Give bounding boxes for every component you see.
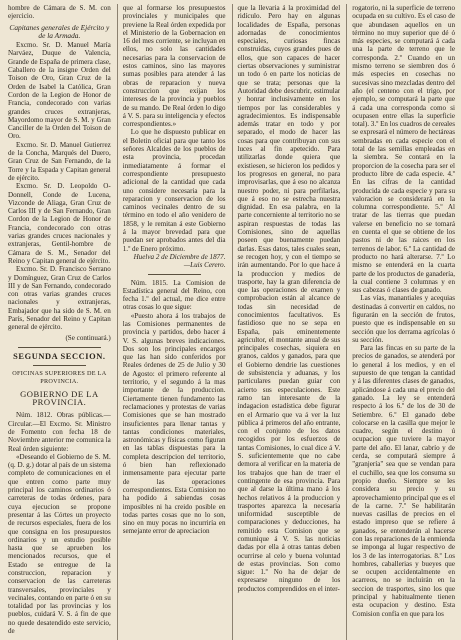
divider bbox=[148, 274, 201, 275]
paragraph: Lo que he dispuesto publicar en el Boletin oficial para que tanto los señores Alcaldes de los pueblos de esta provincia, procedan inmediatamente á formar el correspondiente presupuesto adicional de la cantidad que cada uno considere necesaria para la reparacion y conservacion de los caminos vecinales dentro de su término en todo el año venidero de 1858, y le remitan á este Gobierno á la mayor brevedad para que puedan ser aprobados antes del dia 1.º de Enero próximo. bbox=[122, 128, 226, 253]
paragraph: Excmo. Sr. D. Manuel María Narváez, Duque de Valencia, Grande de España de primera clase, Caballero de la insigne Orden del Toison de Oro, Gran Cruz de la Orden de Isabel la Católica, Gran Cordon de la Legion de Honor de Francia, condecorado con varias grandes cruces extranjeras, Mayordomo mayor de S. M. y Gran Canciller de la Orden del Toison de Oro. bbox=[8, 41, 111, 141]
paragraph: Para las fincas en su parte de la precios de ganados, se atenderá por lo general á los medios, y en el supuesto de que tengan la cantidad y á las diferentes clases de ganados, aplicándose á cada una el precio del ganado. La ley se entenderá respecto á los 6.º de los de 30 de Setiembre. 6.º El ganado debe colocarse en la casilla que mejor le cuadre, según el destino ú ocupacion que tuviere la mayor parte del año. El lanar, cabrío y de cerda, se computará siempre á "granjería" sea que se vendan para el cuchillo, sea que los consuma su propio dueño. Siempre se les considera su precio y su aprovechamiento principal que es el de la carne. 7.º Se habilitarán nuevas casillas de precios en el estado impreso que se refiere á ganados, se entenderán al hacerse con las reparaciones de la enmienda se imponga al lugar respectivo de los 3 de las interrogatorias. 8.º Los hombres, caballerias y bueyes que se ocupen accidentalmente en acarreos, no se incluirán en la seccion de trasportes, sino los que principal y habitualmente tienen esta ocupacion y destino. Esta Comision confía en que para los bbox=[352, 344, 455, 618]
paragraph: que la llevaria á la proximidad del ridículo. Pero hay en algunas localidades de España, personas adornadas de conocimientos especiales, curiosas fincas construidas, cuyos grandes pues de ellos, que son capaces de hacer ciertas observaciones y suministrar un todo ó en parte los noticias de que se trata; personas que la Autoridad debe descubrir, estimular y honrar inclusivamente en los tiempos por las considerables y agradecimientos. Es indispensable además tratar en todo y por separado, el modo de hacer las cosas para que contribuyan con sus luces al fin apetecido. Para utilizarlas donde quiera que existiesen, se hicieron los pedidos y los progresos en general, no para improvisarlas, que á eso no alcanza nuestro poder, ni para perfilarlas, que á eso no se estrecha nuestra dignidad. En esa palabra, en la parte concerniente al territorio no se aspiran respuestas de todas las Comisiones, sino de aquellas poseen que buenamente puedan darlas. Esas datos, tales cuales sean, se recogen hoy, y con el tiempo se irán aumentando. Por lo que hace á la produccion y medios de trasporte, hay la gran diferencia de que las operaciones de examen y comprobacion están al alcance de todas sin necesidad de conocimientos facultativos. Es fastidioso que no se sepa en España, país eminentemente agricultor, el montante anual de sus principales cosechas, siquiera en granos, caldos y ganados, para que el Gobierno dendrie las cuestiones de subsistencia y aduanas, y los particulares puedan guiar con acierto sus especulaciones. Este ramo tan interesante de la indagacion estadística debe figurar en el Armario que va á ver la luz pública á primeros del año entrante, con el conjunto de los datos recogidos por los esfuerzos de tantas Comisiones, lo cual dice á V. S. suficientemente que no cabe demora al verificar en la materia de los trabajos que han de traer el contingente de esa provincia. Para que al darse la última mano á los hechos relativos á la produccion y trasportes aparezca la necesaria uniformidad susceptible de comparaciones y deducciones, ha remitido esta Comision que se comunique á V. S. las noticias dadas por ella á otras tantas deben ocurrirse al celo y buena voluntad de estas provincias. Son como sigue: 1.º No ha de dejar de expresarse ninguno de los productos comprendidos en el inter- bbox=[237, 4, 341, 593]
government-title: GOBIERNO DE LA PROVINCIA. bbox=[20, 388, 99, 408]
top-text: hombre de Cámara de S. M. con ejercicio. bbox=[8, 4, 111, 21]
signature-line: Huelva 2 de Diciembre de 1877.—Luis Cerero. bbox=[133, 252, 226, 270]
continuation-note: (Se continuará.) bbox=[65, 333, 111, 342]
section-title: SEGUNDA SECCION. bbox=[13, 351, 106, 361]
divider bbox=[33, 365, 86, 366]
column-4 bbox=[346, 4, 455, 640]
heading-capitanes: Capitanes generales de Ejército y de la Armada. bbox=[9, 22, 110, 40]
column-3 bbox=[232, 4, 341, 640]
divider bbox=[18, 347, 101, 348]
column-2 bbox=[117, 4, 226, 640]
paragraph: Núm. 1815. La Comision de Estadística general del Reino, con fecha 1.º del actual, me dice entre otras cosas lo que sigue: bbox=[122, 278, 226, 312]
paragraph: Excmo. Sr. D. Francisco Serrano y Domínguez, Gran Cruz de Carlos III y de San Fernando, condecorado con otras varias grandes cruces nacionales y extranjeras, Embajador que ha sido de S. M. en París, Senador del Reino y Capitan general de ejército. bbox=[8, 265, 111, 332]
paragraph: Núm. 1812. Obras públicas.—Circular.—El Excmo. Sr. Ministro de Fomento con fecha 18 de Noviembre anterior me comunica la Real órden siguiente: bbox=[8, 411, 111, 453]
paragraph: «Puesto ahora á los trabajos de las Comisiones permanentes de provincia y partidos, debo hacer á V. S. algunas breves indicaciones. Dos son los principales encargos que las han sido conferidos por Reales órdenes de 25 de Julio y 30 de Agosto: el primero referente al territorio, y el segundo á la mas importante de la produccion. Ciertamente tienen fundamento las reclamaciones y protestas de varias Comisiones que se han mostrado insuficientes para llenar tantas y tantas condiciones materiales, astronómicas y físicas como figuran en las tablas dispuestas para la completa descripcion del territorio, ó bien han reflexionado inmensamente para ejecutar parte de las operaciones correspondientes. Esta Comision no ha podido á sabiendas cosas imposibles ni ha creido posible en todas partes cosas que no lo son, sino en muy pocas no incurriría en semejante error de apreciacion bbox=[122, 311, 226, 536]
paragraph: «Deseando el Gobierno de S. M. (q. D. g.) dotar al país de un sistema completo de comunicaciones en el que entren como parte muy principal los caminos ordinarios ó carreteras de todas órdenes, para cuya ejecucion se propone presentar á las Córtes un proyecto de recursos especiales, fuera de los que consigna en los presupuestos ordinarios y un estudio posible hasta que se aprueben los mencionados recursos, que el Estado se entregue de la construccion, reparacion y conservacion de las carreteras transversales, provinciales y vecinales, contando en parte ó en su totalidad por las provincias y los pueblos, cuidará V. S. á fin de que no quede desatendido este servicio, de bbox=[8, 452, 111, 636]
column-1 bbox=[8, 4, 111, 640]
paragraph: rogatorio, ni la superficie de terreno ocupada en su cultivo. Es el caso de que abundasen aquellos en un término no muy superior que dé ó más especies, se computará á cada una la parte de terreno que le corresponda. 2.º Cuando en un mismo terreno se siembren dos ó más especies en cosechas no sucesivas sino mezcladas dentro del año (el centeno con el trigo, por ejemplo, se computará la parte que á cada una corresponda como si ocupasen entre ellas la superficie total). 3.º En los cuadros de cereales se expresará el número de hectáreas sembradas en cada especie con el total de las semillas empleadas en la siembra. Se contará en la proporcion de la cosecha para ser el producto libre de cada especie. 4.º En las cifras de la cantidad producida de cada especie y para su valoracion se considerará en la columna correspondiente. 5.º Al tratar de las tierras que puedan valerse en beneficio no se tomará en cuenta el que se obtiene de los pastos ni de las raices en los terrenos de labor. 6.º La cantidad de producto no hará alterarse. 7.º Lo mismo se entenderá en la cuarta parte de los productos de ganadería, la cual contiene 3 columnas y en sus cabezas ó clases de ganado. bbox=[352, 4, 455, 295]
section-subtitle: OFICINAS SUPERIORES DE LA PROVINCIA. bbox=[12, 370, 107, 386]
paragraph: que al formarse los presupuestos provinciales y municipales que previene la Real órden expedida por el Ministerio de la Gobernacion en 16 del mes corriente, se incluyan en ellos, no solo las cantidades necesarias para la conservacion de estos caminos, sino las mayores sumas posibles para atender á las obras de reparacion y nueva construccion que exijan los intereses de la provincia y pueblos de su mando. De Real órden lo digo á V. S. para su inteligencia y efectos correspondientes.» bbox=[122, 4, 226, 129]
paragraph: Excmo. Sr. D. Manuel Gutierrez de la Concha, Marqués del Duero, Gran Cruz de San Fernando, de la Torre y la Espada y Capitan general de ejército. bbox=[8, 140, 111, 182]
paragraph: Las vías, manantiales y acequias destinadas á convertir en caldos, no figurarán en la sección de frutos, puesto que es indispensable en su sección que los derrama agrícolas ó su sección. bbox=[352, 294, 455, 344]
paragraph: Excmo. Sr. D. Leopoldo O-Donnell, Conde de Lucena, Vizconde de Aliaga, Gran Cruz de Carlos III y de San Fernando, Gran Cordon de la Legion de Honor de Francia, condecorado con otras varias grandes cruces nacionales y extranjeras, Gentil-hombre de Cámara de S. M., Senador del Reino y Capitan general de ejército. bbox=[8, 182, 111, 265]
